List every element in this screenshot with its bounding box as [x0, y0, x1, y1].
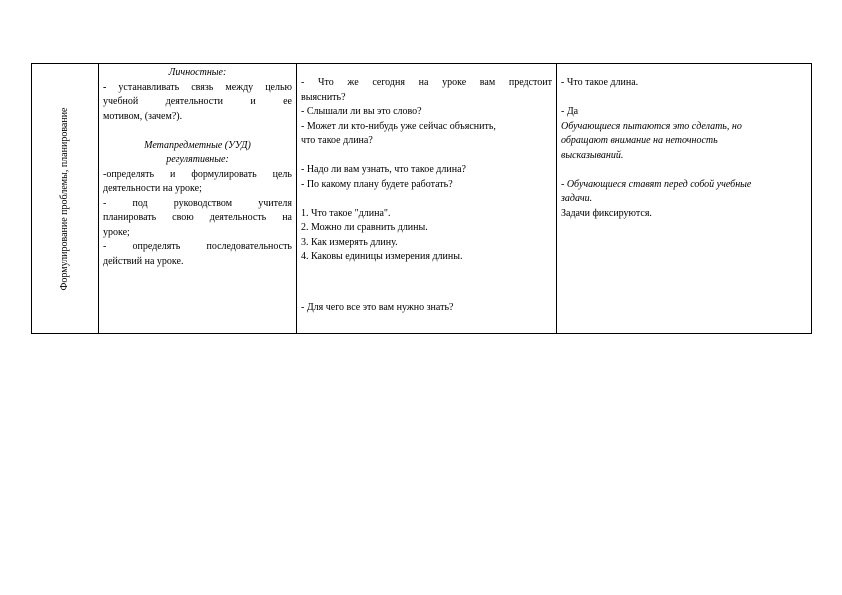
uud-item-1-line1: -определять и формулировать цель — [103, 168, 292, 180]
table-row — [32, 64, 812, 334]
plan-item-2: 2. Можно ли сравнить длины. — [301, 222, 428, 233]
spacer — [301, 192, 552, 207]
plan-item-3: 3. Как измерять длину. — [301, 236, 398, 248]
stage-title: Формулирование проблемы, планирование — [59, 107, 70, 290]
uud-item-2-line1: - под руководством учителя — [103, 197, 292, 209]
student-note1-line1: Обучающиеся пытаются это сделать, но — [561, 120, 742, 132]
teacher-q4: - Надо ли вам узнать, что такое длина? — [301, 164, 466, 175]
meta-heading-line2: регулятивные: — [166, 154, 229, 165]
lesson-plan-table — [31, 63, 812, 334]
spacer — [561, 163, 807, 178]
uud-item-1-line2: деятельности на уроке; — [103, 183, 202, 194]
teacher-cell — [297, 64, 557, 334]
personal-text-line3: мотивом, (зачем?). — [103, 110, 183, 122]
plan-item-1: 1. Что такое "длина". — [301, 207, 391, 219]
teacher-q2: - Слышали ли вы это слово? — [301, 106, 422, 117]
student-fixed: Задачи фиксируются. — [561, 207, 652, 219]
student-answer-2: - Да — [561, 106, 579, 117]
meta-heading-line1: Метапредметные (УУД) — [144, 139, 251, 151]
personal-text-line1-text: устанавливать связь между целью — [118, 81, 293, 93]
spacer — [301, 149, 552, 164]
personal-heading: Личностные: — [168, 67, 227, 78]
teacher-q5: - По какому плану будете работать? — [301, 178, 453, 190]
personal-text-line1 — [103, 81, 292, 96]
personal-dash: - — [103, 81, 107, 93]
plan-item-4: 4. Каковы единицы измерения длины. — [301, 251, 463, 262]
teacher-q1-line2: выяснить? — [301, 91, 346, 103]
uud-cell — [99, 64, 297, 334]
teacher-q3-line1: - Может ли кто-нибудь уже сейчас объяснить, — [301, 120, 496, 132]
teacher-final-q: - Для чего все это вам нужно знать? — [301, 301, 454, 313]
uud-item-3-line2: действий на уроке. — [103, 255, 184, 267]
uud-item-2-line2: планировать свою деятельность на — [103, 212, 292, 223]
spacer — [561, 91, 807, 106]
spacer — [103, 124, 292, 139]
uud-item-2-line3: уроке; — [103, 226, 130, 238]
teacher-q1-line1: - Что же сегодня на уроке вам предстоит — [301, 77, 552, 88]
student-cell — [557, 64, 812, 334]
personal-text-line2: учебной деятельности и ее — [103, 96, 292, 107]
teacher-q3-line2: что такое длина? — [301, 135, 373, 146]
spacer — [301, 265, 552, 301]
stage-cell — [32, 64, 99, 334]
student-note2-line1: - Обучающиеся ставят перед собой учебные — [561, 178, 752, 190]
student-note1-line3: высказываний. — [561, 149, 624, 161]
student-answer-1: - Что такое длина. — [561, 77, 639, 88]
uud-item-3-line1: - определять последовательность — [103, 241, 292, 252]
student-note1-line2: обращают внимание на неточность — [561, 135, 718, 146]
student-note2-line2: задачи. — [561, 193, 593, 204]
